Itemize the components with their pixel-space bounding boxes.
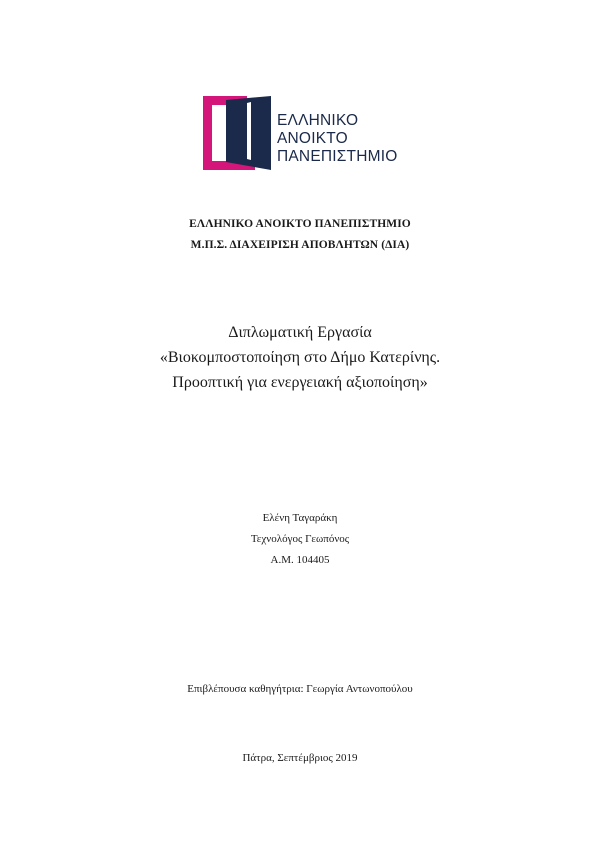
author-registration: Α.Μ. 104405 (270, 554, 330, 566)
logo-line-2: ΑΝΟΙΚΤΟ (277, 130, 348, 147)
university-name: ΕΛΛΗΝΙΚΟ ΑΝΟΙΚΤΟ ΠΑΝΕΠΙΣΤΗΜΙΟ (189, 218, 411, 230)
author-name: Ελένη Ταγαράκη (262, 512, 338, 524)
thesis-block (0, 320, 600, 395)
author-block (0, 508, 600, 571)
university-logo (203, 96, 403, 170)
institution-block (0, 214, 600, 256)
logo-line-3: ΠΑΝΕΠΙΣΤΗΜΙΟ (277, 148, 398, 165)
thesis-type: Διπλωματική Εργασία (228, 324, 372, 341)
logo-line-1: ΕΛΛΗΝΙΚΟ (277, 112, 359, 129)
thesis-title-line-2: Προοπτική για ενεργειακή αξιοποίηση» (172, 374, 428, 391)
thesis-title-line-1: «Βιοκομποστοποίηση στο Δήμο Κατερίνης. (159, 349, 441, 366)
author-profession: Τεχνολόγος Γεωπόνος (250, 533, 350, 545)
supervisor-line: Επιβλέπουσα καθηγήτρια: Γεωργία Αντωνοπούλου (187, 683, 413, 695)
logo-wordmark (277, 112, 397, 166)
program-name: Μ.Π.Σ. ΔΙΑΧΕΙΡΙΣΗ ΑΠΟΒΛΗΤΩΝ (ΔΙΑ) (190, 239, 410, 251)
date-line: Πάτρα, Σεπτέμβριος 2019 (242, 752, 358, 764)
logo-emblem-icon (203, 96, 277, 170)
